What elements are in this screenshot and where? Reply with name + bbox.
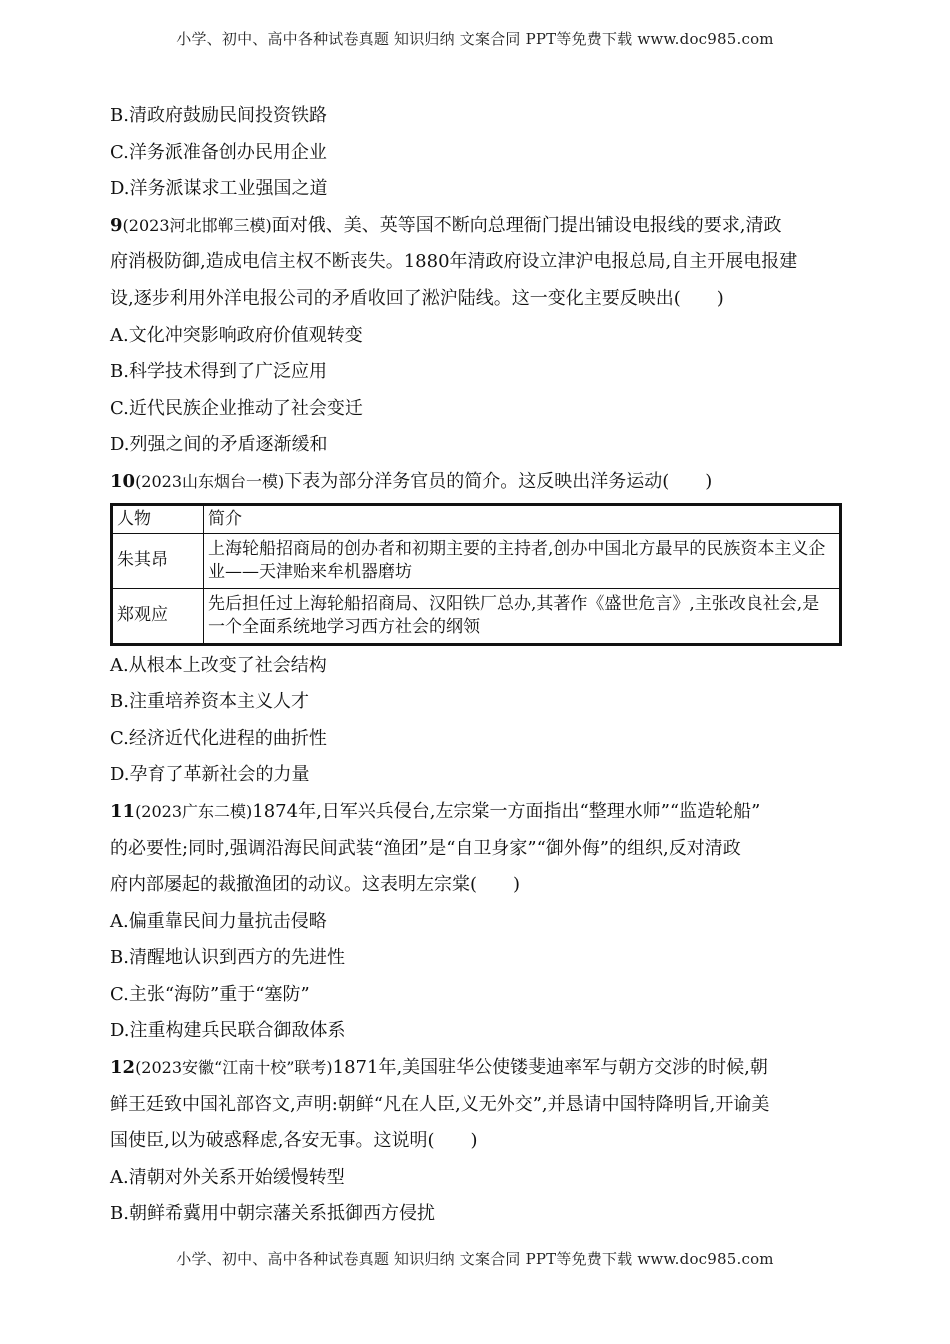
table-row: [112, 588, 841, 644]
q12-stem-line-3: 国使臣,以为破惑释虑,各安无事。这说明( ): [110, 1130, 478, 1152]
table-row: [112, 533, 841, 588]
q9-text-1: 面对俄、美、英等国不断向总理衙门提出铺设电报线的要求,清政: [271, 214, 782, 236]
q11-source: (2023广东二模): [135, 801, 253, 821]
q11-stem-line-3: 府内部屡起的裁撤渔团的动议。这表明左宗棠( ): [110, 874, 521, 896]
q9-option-a: A.文化冲突影响政府价值观转变: [110, 324, 363, 346]
q10-source: (2023山东烟台一模): [135, 471, 285, 491]
q9-stem-line-1: [110, 208, 842, 245]
q12-source: (2023安徽“江南十校”联考): [135, 1058, 333, 1078]
table-cell-name: 郑观应: [112, 588, 204, 644]
q8-option-c: C.洋务派准备创办民用企业: [110, 141, 327, 163]
q12-text-1: 1871年,美国驻华公使镂斐迪率军与朝方交涉的时候,朝: [332, 1057, 768, 1079]
q11-number: 11: [110, 800, 136, 822]
q10-option-b: B.注重培养资本主义人才: [110, 691, 309, 713]
q10-option-c: C.经济近代化进程的曲折性: [110, 727, 327, 749]
q9-option-d: D.列强之间的矛盾逐渐缓和: [110, 434, 328, 456]
q12-stem-line-1: [110, 1050, 842, 1087]
q11-option-c: C.主张“海防”重于“塞防”: [110, 983, 310, 1005]
q11-option-a: A.偏重靠民间力量抗击侵略: [110, 910, 327, 932]
q10-number: 10: [110, 470, 136, 492]
q10-option-a: A.从根本上改变了社会结构: [110, 654, 327, 676]
q12-stem-line-2: 鲜王廷致中国礼部咨文,声明:朝鲜“凡在人臣,义无外交”,并恳请中国特降明旨,开谕美: [110, 1093, 770, 1115]
q10-text: 下表为部分洋务官员的简介。这反映出洋务运动( ): [284, 470, 713, 492]
table-cell-name: 朱其昂: [112, 533, 204, 588]
q10-option-d: D.孕育了革新社会的力量: [110, 764, 310, 786]
table-cell-desc: 先后担任过上海轮船招商局、汉阳铁厂总办,其著作《盛世危言》,主张改良社会,是一个全面系统地学习西方社会的纲领: [204, 588, 841, 644]
page-footer: 小学、初中、高中各种试卷真题 知识归纳 文案合同 PPT等免费下载 www.doc985.com: [176, 1250, 774, 1268]
q9-option-c: C.近代民族企业推动了社会变迁: [110, 397, 363, 419]
q10-table: [110, 503, 842, 646]
page-header: 小学、初中、高中各种试卷真题 知识归纳 文案合同 PPT等免费下载 www.doc985.com: [176, 30, 774, 48]
q12-option-b: B.朝鲜希冀用中朝宗藩关系抵御西方侵扰: [110, 1203, 435, 1225]
q12-option-a: A.清朝对外关系开始缓慢转型: [110, 1166, 345, 1188]
q8-option-b: B.清政府鼓励民间投资铁路: [110, 105, 327, 126]
q9-number: 9: [110, 214, 123, 236]
q11-stem-line-1: [110, 794, 842, 831]
q9-option-b: B.科学技术得到了广泛应用: [110, 361, 327, 383]
q11-option-d: D.注重构建兵民联合御敌体系: [110, 1020, 346, 1042]
q9-stem-line-2: 府消极防御,造成电信主权不断丧失。1880年清政府设立津沪电报总局,自主开展电报建: [110, 251, 798, 273]
q11-option-b: B.清醒地认识到西方的先进性: [110, 947, 345, 969]
table-header-intro: 简介: [204, 504, 841, 533]
q11-stem-line-2: 的必要性;同时,强调沿海民间武装“渔团”是“自卫身家”“御外侮”的组织,反对清政: [110, 837, 741, 859]
q11-text-1: 1874年,日军兴兵侵台,左宗棠一方面指出“整理水师”“监造轮船”: [252, 800, 761, 822]
q9-source: (2023河北邯郸三模): [122, 215, 272, 235]
table-cell-desc: 上海轮船招商局的创办者和初期主要的主持者,创办中国北方最早的民族资本主义企业——天津贻来牟机器磨坊: [204, 533, 841, 588]
q8-option-d: D.洋务派谋求工业强国之道: [110, 178, 328, 200]
page-content: [110, 98, 842, 1233]
q10-stem: [110, 464, 842, 501]
q12-number: 12: [110, 1057, 136, 1079]
table-header-person: 人物: [112, 504, 204, 533]
table-header-row: [112, 504, 841, 533]
q9-stem-line-3: 设,逐步利用外洋电报公司的矛盾收回了淞沪陆线。这一变化主要反映出( ): [110, 287, 724, 309]
